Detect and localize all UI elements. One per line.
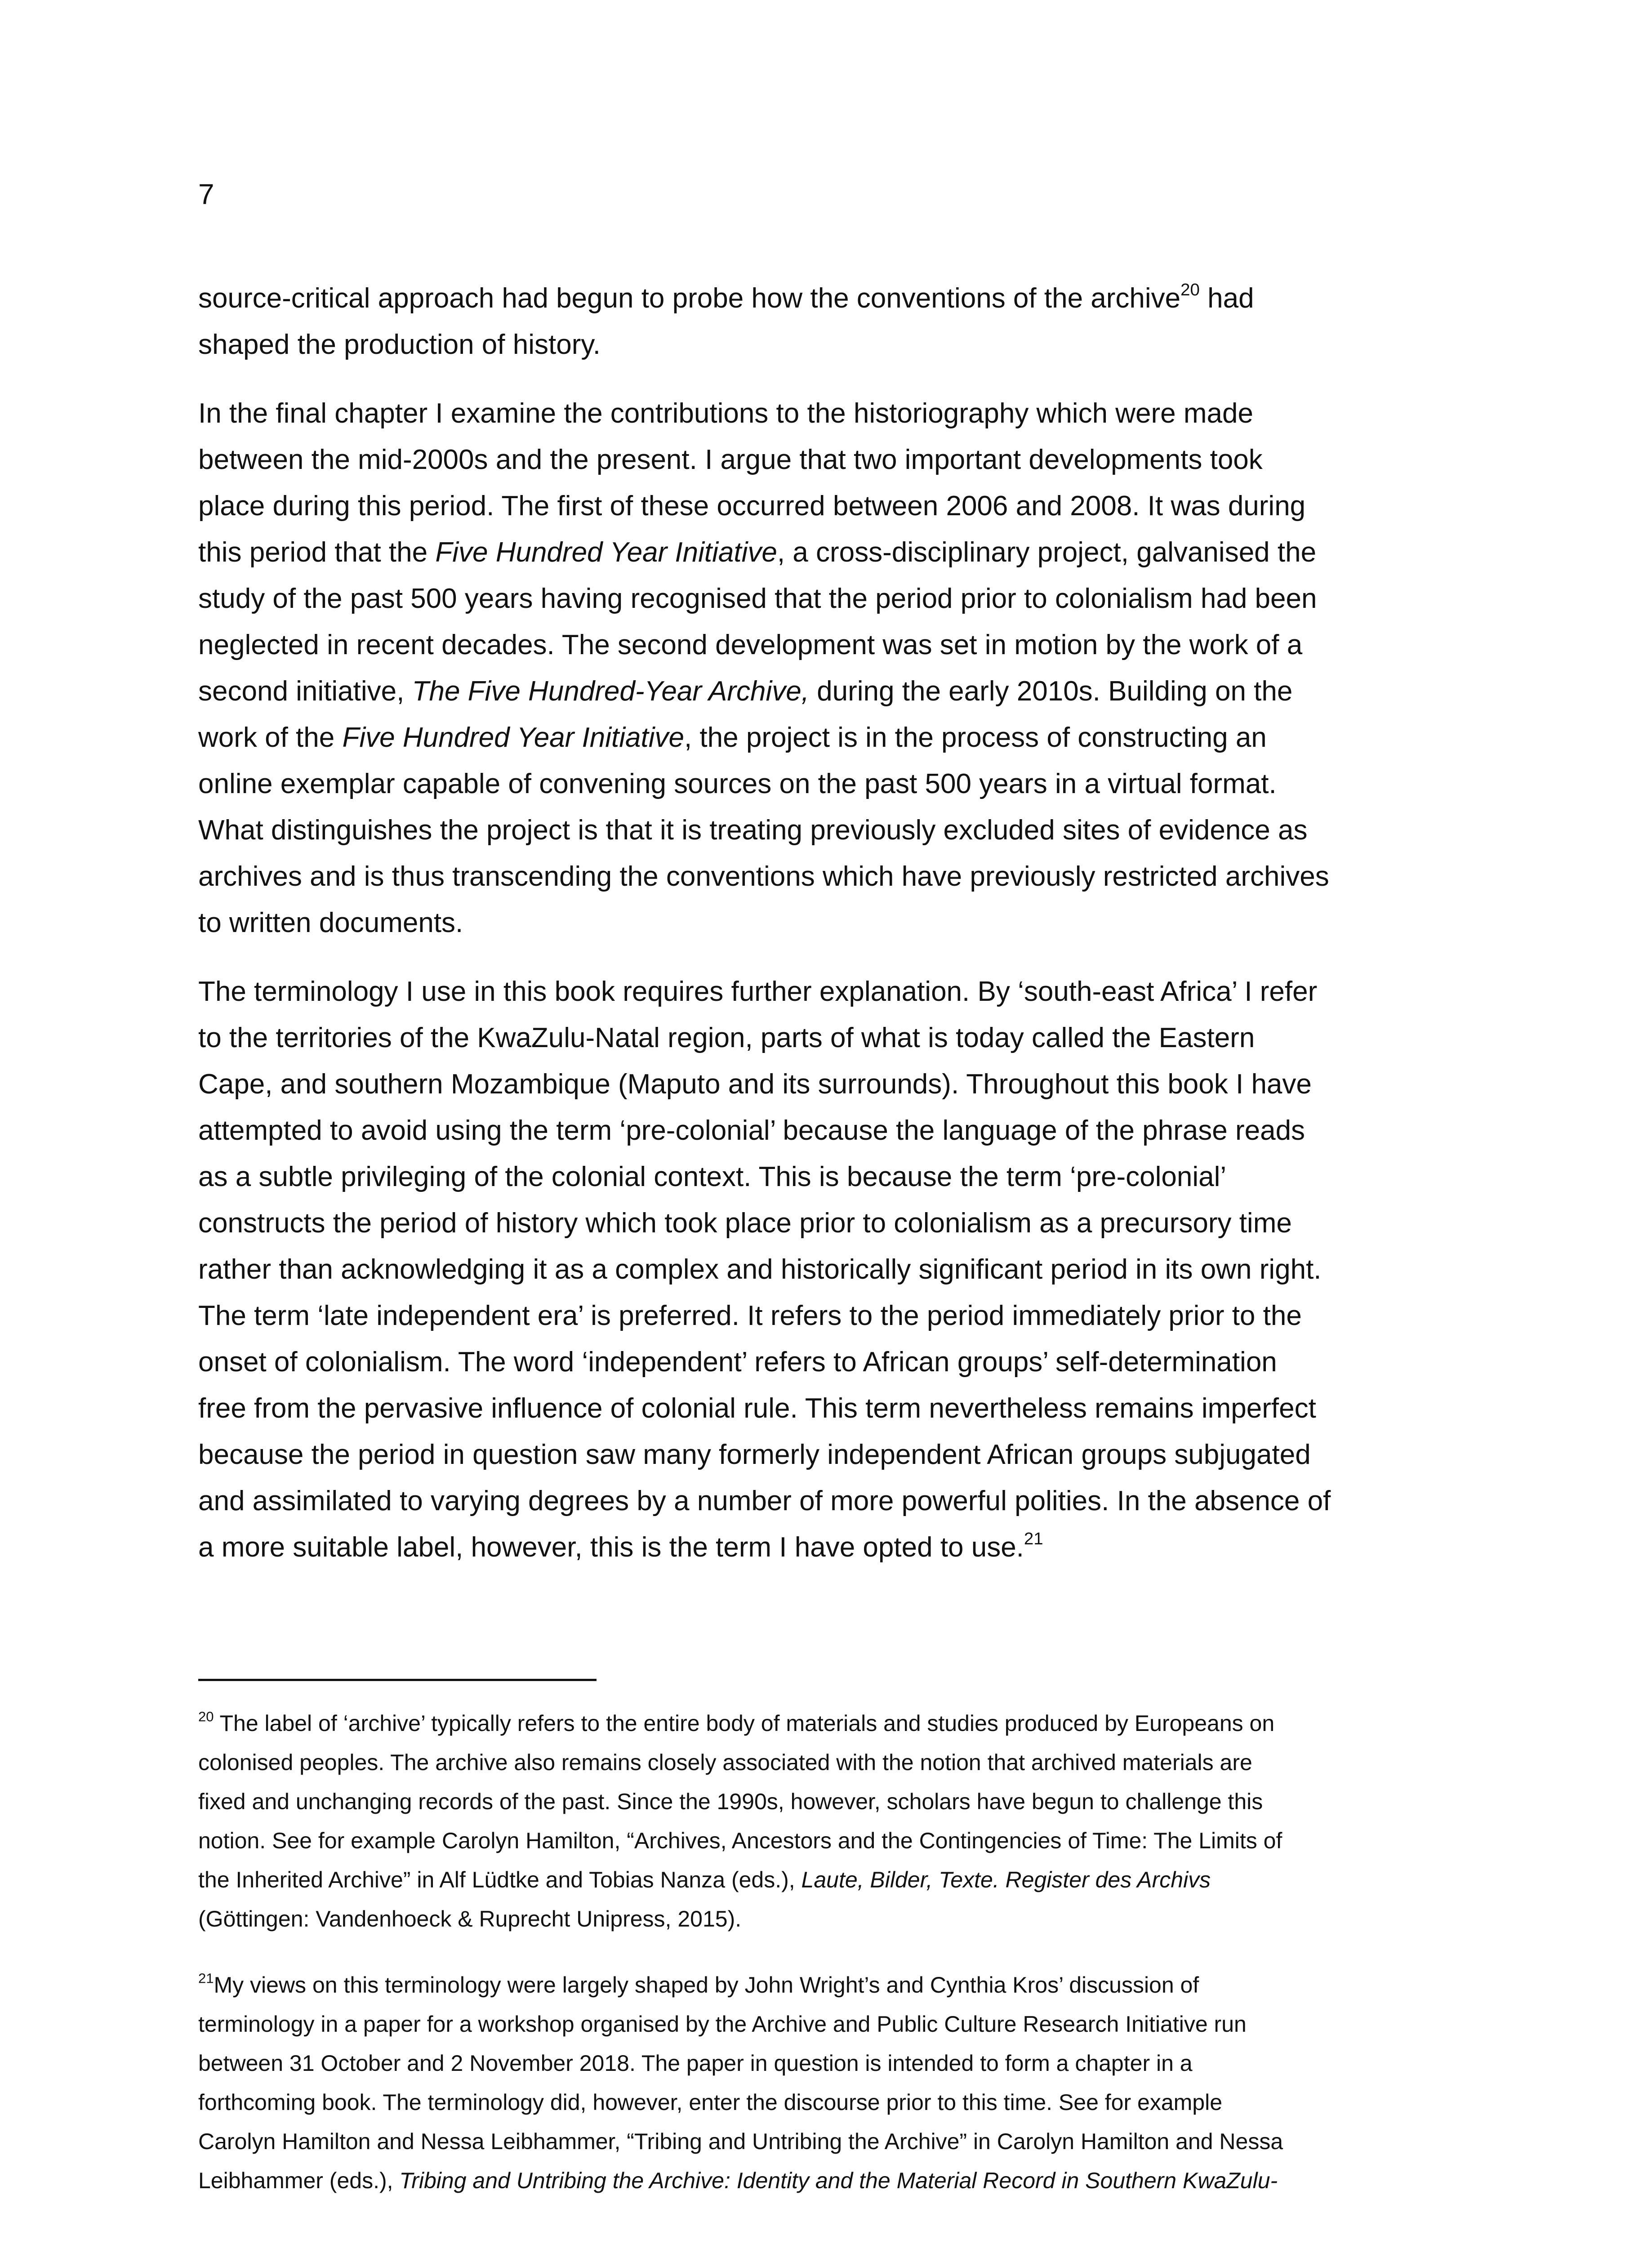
text-run: colonised peoples. The archive also remains closely associated with the notion that archived materials are — [198, 1750, 1252, 1775]
text-run: the Inherited Archive” in Alf Lüdtke and Tobias Nanza (eds.), — [198, 1867, 802, 1892]
text-line — [198, 968, 1457, 1015]
text-line — [198, 529, 1457, 575]
text-line — [198, 1743, 1457, 1782]
text-line — [198, 1432, 1457, 1478]
text-run: to the territories of the KwaZulu-Natal region, parts of what is today called the Eastern — [198, 1022, 1255, 1053]
text-line — [198, 1478, 1457, 1524]
text-run: attempted to avoid using the term ‘pre-colonial’ because the language of the phrase reads — [198, 1115, 1305, 1146]
text-line — [198, 1200, 1457, 1246]
text-line — [198, 483, 1457, 529]
text-run: The terminology I use in this book requires further explanation. By ‘south-east Africa’ I refer — [198, 976, 1318, 1007]
text-run: this period that the — [198, 537, 436, 568]
text-run: In the final chapter I examine the contributions to the historiography which were made — [198, 398, 1253, 429]
text-line — [198, 1704, 1457, 1743]
text-run: forthcoming book. The terminology did, however, enter the discourse prior to this time. See for example — [198, 2090, 1223, 2115]
italic-title: Five Hundred Year Initiative — [342, 722, 684, 753]
text-run: had — [1199, 283, 1254, 314]
text-run: second initiative, — [198, 676, 412, 707]
paragraph — [198, 390, 1457, 946]
text-run: (Göttingen: Vandenhoeck & Ruprecht Unipress, 2015). — [198, 1906, 742, 1931]
text-run: shaped the production of history. — [198, 329, 601, 360]
italic-title: Tribing and Untribing the Archive: Identity and the Material Record in Southern KwaZulu- — [399, 2168, 1278, 2193]
text-line — [198, 807, 1457, 853]
text-line — [198, 2005, 1457, 2044]
text-run: study of the past 500 years having recognised that the period prior to colonialism had been — [198, 583, 1317, 614]
text-line — [198, 1339, 1457, 1385]
footnote-reference: 20 — [1180, 280, 1200, 300]
text-line — [198, 761, 1457, 807]
text-run: rather than acknowledging it as a complex and historically significant period in its own right. — [198, 1254, 1322, 1285]
page-number: 7 — [198, 178, 214, 210]
text-run: because the period in question saw many formerly independent African groups subjugated — [198, 1439, 1311, 1470]
text-run: neglected in recent decades. The second development was set in motion by the work of a — [198, 629, 1303, 660]
text-line — [198, 2161, 1457, 2200]
text-run: , a cross-disciplinary project, galvanised the — [777, 537, 1317, 568]
text-run: a more suitable label, however, this is the term I have opted to use. — [198, 1532, 1024, 1563]
text-run: Cape, and southern Mozambique (Maputo and its surrounds). Throughout this book I have — [198, 1069, 1312, 1100]
text-run: between 31 October and 2 November 2018. The paper in question is intended to form a chapter in a — [198, 2051, 1193, 2076]
text-line — [198, 275, 1457, 321]
text-line — [198, 390, 1457, 437]
text-line — [198, 1966, 1457, 2005]
text-run: archives and is thus transcending the conventions which have previously restricted archives — [198, 861, 1329, 892]
text-run: , the project is in the process of constructing an — [684, 722, 1267, 753]
text-run: fixed and unchanging records of the past. Since the 1990s, however, scholars have begun to challenge this — [198, 1789, 1263, 1814]
text-line — [198, 853, 1457, 900]
text-run: The term ‘late independent era’ is preferred. It refers to the period immediately prior to the — [198, 1300, 1302, 1331]
footnote-reference: 20 — [198, 1708, 214, 1725]
text-line — [198, 1015, 1457, 1061]
footnote-reference: 21 — [1024, 1529, 1043, 1549]
text-line — [198, 668, 1457, 714]
text-run: Leibhammer (eds.), — [198, 2168, 400, 2193]
paragraph — [198, 968, 1457, 1570]
text-run: place during this period. The first of these occurred between 2006 and 2008. It was during — [198, 491, 1306, 522]
text-run: between the mid-2000s and the present. I argue that two important developments took — [198, 444, 1263, 475]
text-line — [198, 437, 1457, 483]
text-line — [198, 2122, 1457, 2161]
italic-title: Five Hundred Year Initiative — [435, 537, 777, 568]
text-line — [198, 1524, 1457, 1570]
text-run: source-critical approach had begun to probe how the conventions of the archive — [198, 283, 1181, 314]
text-line — [198, 1154, 1457, 1200]
text-run: free from the pervasive influence of colonial rule. This term nevertheless remains imperfect — [198, 1393, 1316, 1424]
footnote — [198, 1966, 1457, 2200]
text-run: and assimilated to varying degrees by a number of more powerful polities. In the absence of — [198, 1485, 1331, 1517]
text-run: onset of colonialism. The word ‘independent’ refers to African groups’ self-determination — [198, 1347, 1277, 1378]
text-run: What distinguishes the project is that it is treating previously excluded sites of evidence as — [198, 815, 1308, 846]
footnote-separator — [198, 1679, 597, 1681]
text-line — [198, 1246, 1457, 1293]
text-line — [198, 1061, 1457, 1107]
body-text — [198, 275, 1457, 1593]
text-line — [198, 900, 1457, 946]
footnote-reference: 21 — [198, 1970, 214, 1986]
text-line — [198, 2083, 1457, 2122]
text-line — [198, 2044, 1457, 2083]
footnote — [198, 1704, 1457, 1939]
text-line — [198, 1900, 1457, 1939]
text-line — [198, 1293, 1457, 1339]
paragraph — [198, 275, 1457, 368]
text-run: online exemplar capable of convening sources on the past 500 years in a virtual format. — [198, 768, 1277, 799]
text-run: Carolyn Hamilton and Nessa Leibhammer, “Tribing and Untribing the Archive” in Carolyn Hamilton and Nessa — [198, 2129, 1283, 2154]
text-run: to written documents. — [198, 907, 463, 938]
text-line — [198, 321, 1457, 368]
text-run: as a subtle privileging of the colonial context. This is because the term ‘pre-colonial’ — [198, 1161, 1227, 1192]
text-run: The label of ‘archive’ typically refers to the entire body of materials and studies produced by Europeans on — [214, 1711, 1275, 1736]
text-line — [198, 1385, 1457, 1432]
text-line — [198, 1107, 1457, 1154]
text-line — [198, 622, 1457, 668]
footnotes — [198, 1704, 1457, 2227]
text-line — [198, 1782, 1457, 1821]
text-line — [198, 714, 1457, 761]
text-line — [198, 575, 1457, 622]
italic-title: The Five Hundred-Year Archive, — [412, 676, 809, 707]
text-run: notion. See for example Carolyn Hamilton, “Archives, Ancestors and the Contingencies of Time: The Limits of — [198, 1828, 1282, 1853]
text-run: constructs the period of history which took place prior to colonialism as a precursory time — [198, 1208, 1292, 1239]
text-run: work of the — [198, 722, 343, 753]
text-run: during the early 2010s. Building on the — [809, 676, 1293, 707]
text-line — [198, 1821, 1457, 1860]
text-run: My views on this terminology were largely shaped by John Wright’s and Cynthia Kros’ discussion of — [214, 1972, 1199, 1998]
text-line — [198, 1860, 1457, 1900]
text-run: terminology in a paper for a workshop organised by the Archive and Public Culture Research Initiative run — [198, 2012, 1247, 2037]
italic-title: Laute, Bilder, Texte. Register des Archivs — [801, 1867, 1211, 1892]
